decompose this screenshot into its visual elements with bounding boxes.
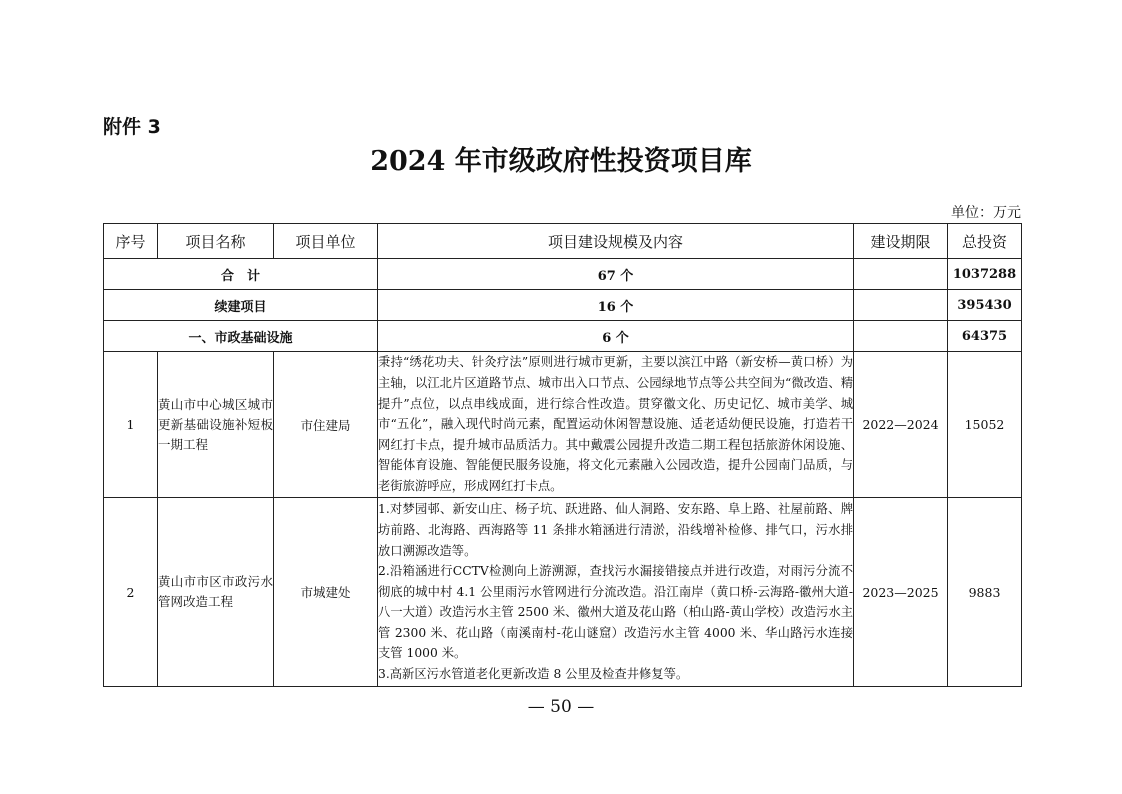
table-header-row (104, 224, 1022, 259)
summary-count: 67 个 (378, 259, 854, 290)
summary-period (854, 259, 948, 290)
summary-label: 合 计 (104, 259, 378, 290)
project-content (378, 498, 854, 687)
header-project-unit: 项目单位 (274, 224, 378, 259)
project-investment: 9883 (948, 498, 1022, 687)
table-row (104, 352, 1022, 498)
project-name: 黄山市市区市政污水管网改造工程 (158, 498, 274, 687)
content-paragraph: 2.沿箱涵进行CCTV检测向上游溯源，查找污水漏接错接点并进行改造，对雨污分流不彻底的城中村 4.1 公里雨污水管网进行分流改造。沿江南岸（黄口桥-云海路-徽州大道-八一大道）改造污水主管 2500 米、徽州大道及花山路（柏山路-黄山学校）改造污水主管 2300 米、花山路（南溪南村-花山谜窟）改造污水主管 4000 米、华山路污水连接支管 1000 米。 (378, 564, 853, 661)
project-unit: 市城建处 (274, 498, 378, 687)
header-investment: 总投资 (948, 224, 1022, 259)
content-paragraph: 秉持“绣花功夫、针灸疗法”原则进行城市更新，主要以滨江中路（新安桥—黄口桥）为主轴，以江北片区道路节点、城市出入口节点、公园绿地节点等公共空间为“微改造、精提升”点位，以点串线成面，进行综合性改造。贯穿徽文化、历史记忆、城市美学、城市“五化”，融入现代时尚元素，配置运动休闲智慧设施、适老适幼便民设施，打造若干网红打卡点，提升城市品质活力。其中戴震公园提升改造二期工程包括旅游休闲设施、智能体育设施、智能便民服务设施，将文化元素融入公园改造，提升公园南门品质，与老街旅游呼应，形成网红打卡点。 (378, 355, 853, 493)
summary-count: 6 个 (378, 321, 854, 352)
header-period: 建设期限 (854, 224, 948, 259)
summary-row-total (104, 259, 1022, 290)
summary-count: 16 个 (378, 290, 854, 321)
content-paragraph: 3.高新区污水管道老化更新改造 8 公里及检查井修复等。 (378, 667, 689, 682)
project-seq: 1 (104, 352, 158, 498)
project-investment: 15052 (948, 352, 1022, 498)
summary-label: 续建项目 (104, 290, 378, 321)
summary-investment: 64375 (948, 321, 1022, 352)
summary-row-continuing (104, 290, 1022, 321)
header-content: 项目建设规模及内容 (378, 224, 854, 259)
summary-investment: 395430 (948, 290, 1022, 321)
project-table (103, 223, 1022, 687)
project-unit: 市住建局 (274, 352, 378, 498)
document-title: 2024 年市级政府性投资项目库 (370, 146, 752, 177)
summary-period (854, 321, 948, 352)
summary-period (854, 290, 948, 321)
table-row (104, 498, 1022, 687)
content-paragraph: 1.对梦园邨、新安山庄、杨子坑、跃进路、仙人洞路、安东路、阜上路、社屋前路、牌坊前路、北海路、西海路等 11 条排水箱涵进行清淤，沿线增补检修、排气口，污水排放口溯源改造等。 (378, 502, 853, 558)
project-seq: 2 (104, 498, 158, 687)
project-period: 2023—2025 (854, 498, 948, 687)
summary-investment: 1037288 (948, 259, 1022, 290)
unit-label: 单位：万元 (951, 205, 1021, 221)
attachment-label: 附件 3 (103, 116, 161, 138)
header-project-name: 项目名称 (158, 224, 274, 259)
page-number: — 50 — (527, 697, 595, 717)
header-seq: 序号 (104, 224, 158, 259)
project-period: 2022—2024 (854, 352, 948, 498)
summary-row-category (104, 321, 1022, 352)
project-content (378, 352, 854, 498)
project-name: 黄山市中心城区城市更新基础设施补短板一期工程 (158, 352, 274, 498)
summary-label: 一、市政基础设施 (104, 321, 378, 352)
